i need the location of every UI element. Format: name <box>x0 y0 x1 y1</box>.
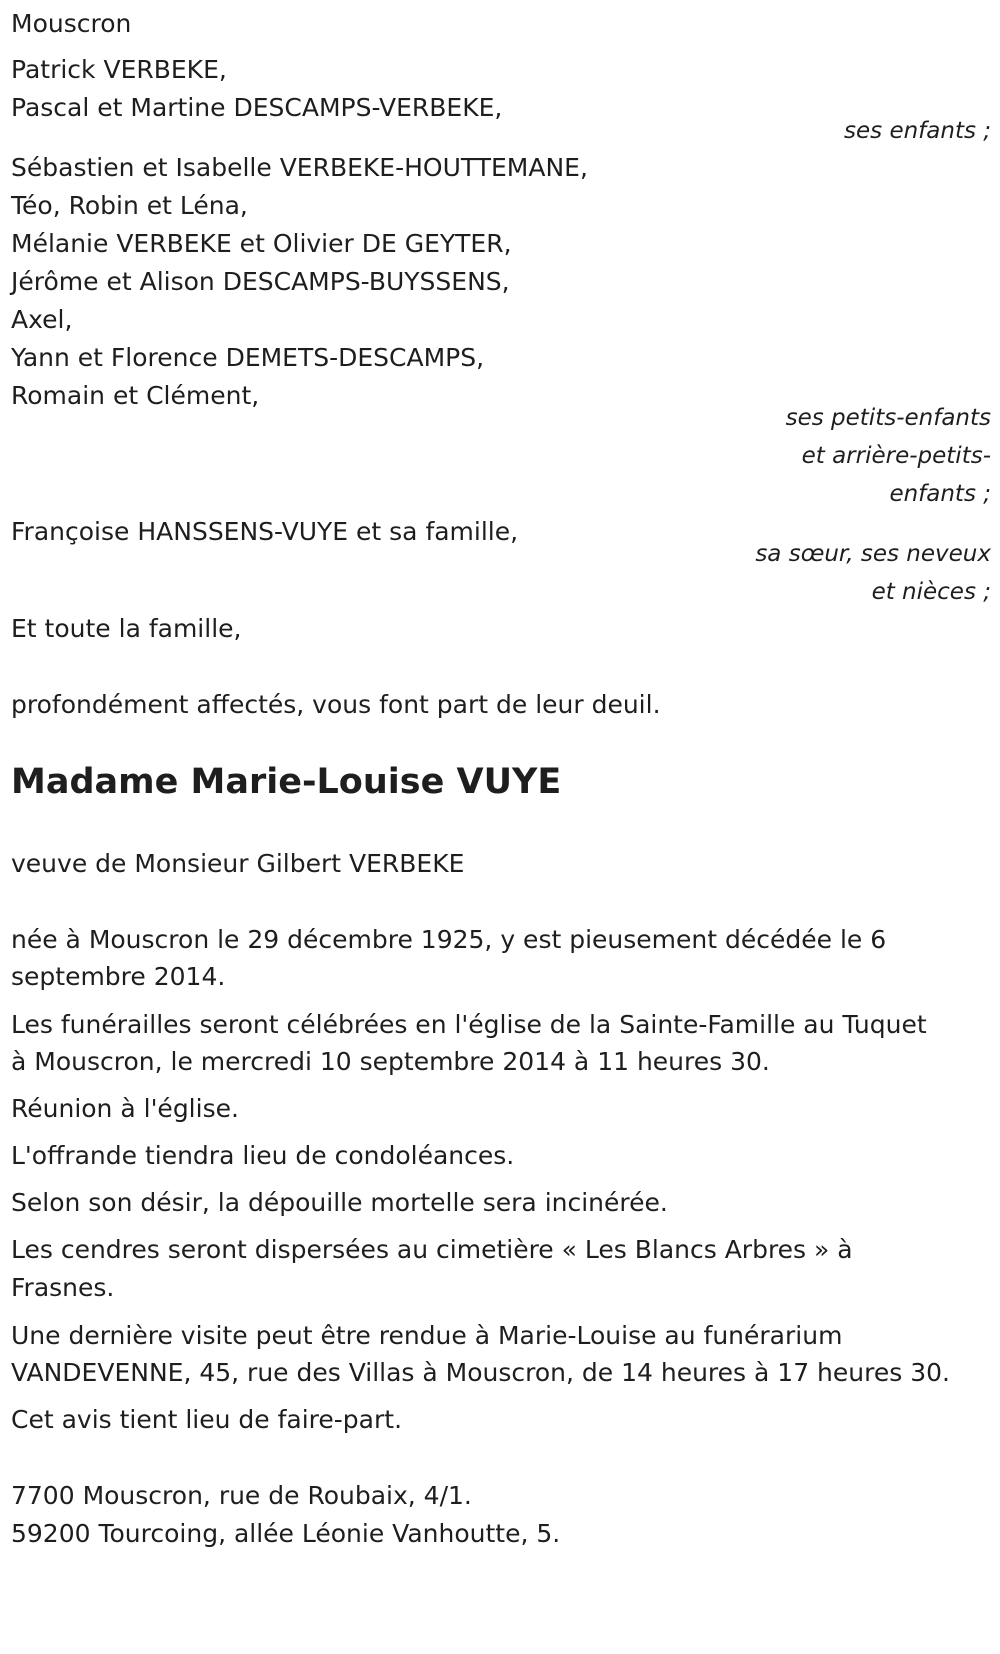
grandchild-name: Jérôme et Alison DESCAMPS-BUYSSENS, <box>11 267 510 296</box>
family-line: Et toute la famille, <box>11 614 242 643</box>
paragraph-cremation: Selon son désir, la dépouille mortelle sera incinérée. <box>11 1188 668 1217</box>
announcement: profondément affectés, vous font part de leur deuil. <box>11 690 661 719</box>
paragraph-ashes: Frasnes. <box>11 1273 115 1302</box>
grandchild-name: Mélanie VERBEKE et Olivier DE GEYTER, <box>11 229 512 258</box>
grandchild-name: Axel, <box>11 305 73 334</box>
paragraph-funeral: Les funérailles seront célébrées en l'église de la Sainte-Famille au Tuquet <box>11 1010 927 1039</box>
sister-relation: sa sœur, ses neveux <box>755 541 991 567</box>
child-name: Patrick VERBEKE, <box>11 55 227 84</box>
sister-name: Françoise HANSSENS-VUYE et sa famille, <box>11 517 519 546</box>
children-relation: ses enfants ; <box>844 118 991 144</box>
sister-relation: et nièces ; <box>871 579 991 605</box>
paragraph-notice: Cet avis tient lieu de faire-part. <box>11 1405 403 1434</box>
grandchild-name: Yann et Florence DEMETS-DESCAMPS, <box>11 343 485 372</box>
child-name: Pascal et Martine DESCAMPS-VERBEKE, <box>11 93 503 122</box>
address: 7700 Mouscron, rue de Roubaix, 4/1. <box>11 1481 472 1510</box>
paragraph-visit: VANDEVENNE, 45, rue des Villas à Mouscron, de 14 heures à 17 heures 30. <box>11 1358 950 1387</box>
obituary-notice <box>11 0 991 1654</box>
paragraph-visit: Une dernière visite peut être rendue à Marie-Louise au funérarium <box>11 1321 843 1350</box>
paragraph-meeting: Réunion à l'église. <box>11 1094 239 1123</box>
paragraph-birth-death: née à Mouscron le 29 décembre 1925, y est pieusement décédée le 6 <box>11 925 887 954</box>
paragraph-birth-death: septembre 2014. <box>11 962 226 991</box>
city: Mouscron <box>11 9 132 38</box>
grandchild-name: Sébastien et Isabelle VERBEKE-HOUTTEMANE, <box>11 153 588 182</box>
paragraph-ashes: Les cendres seront dispersées au cimetière « Les Blancs Arbres » à <box>11 1235 853 1264</box>
grandchildren-relation: et arrière-petits- <box>801 443 991 469</box>
deceased-name: Madame Marie-Louise VUYE <box>11 762 562 802</box>
paragraph-offering: L'offrande tiendra lieu de condoléances. <box>11 1141 515 1170</box>
address: 59200 Tourcoing, allée Léonie Vanhoutte, 5. <box>11 1519 561 1548</box>
paragraph-funeral: à Mouscron, le mercredi 10 septembre 2014 à 11 heures 30. <box>11 1047 770 1076</box>
grandchildren-relation: ses petits-enfants <box>785 405 991 431</box>
grandchildren-relation: enfants ; <box>889 481 991 507</box>
grandchild-name: Téo, Robin et Léna, <box>11 191 248 220</box>
widow-of: veuve de Monsieur Gilbert VERBEKE <box>11 849 465 878</box>
grandchild-name: Romain et Clément, <box>11 381 260 410</box>
